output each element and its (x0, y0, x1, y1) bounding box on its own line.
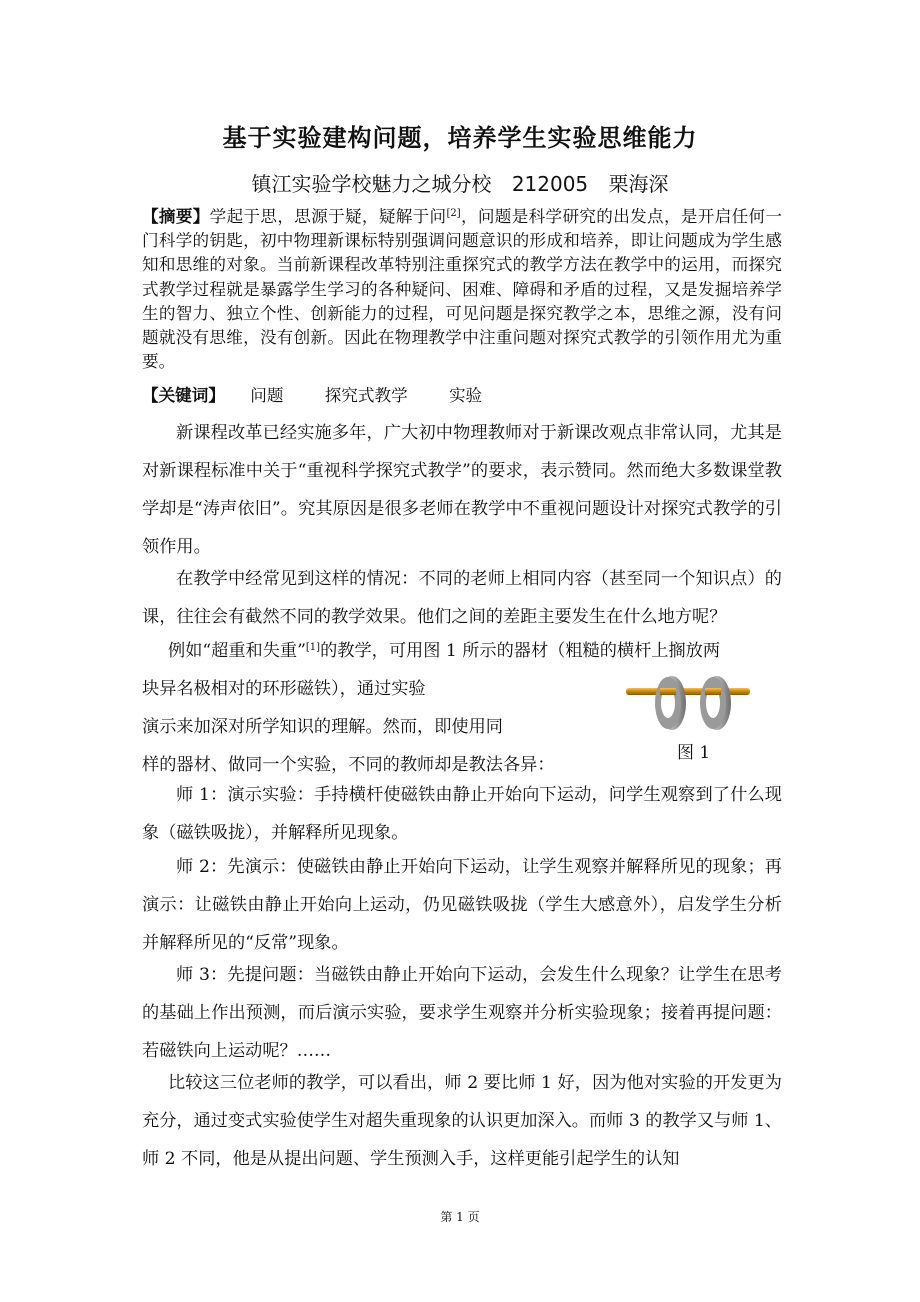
ring-magnet-left (655, 676, 686, 730)
example-line-4: 样的器材、做同一个实验，不同的教师却是教法各异： (142, 755, 555, 775)
abstract (142, 205, 782, 374)
rod-through-right (705, 688, 721, 695)
comparison-paragraph: 比较这三位老师的教学，可以看出，师 2 要比师 1 好，因为他对实验的开发更为充分，通过变式实验使学生对超失重现象的认识更加深入。而师 3 的教学又与师 1、师 2 不同，他是从提出问题、学生预测入手，这样更能引起学生的认知 (142, 1073, 782, 1169)
keywords-label: 【关键词】 (142, 386, 225, 405)
teacher-3-paragraph: 师 3：先提问题：当磁铁由静止开始向下运动，会发生什么现象？让学生在思考的基础上作出预测，而后演示实验，要求学生观察并分析实验现象；接着再提问题：若磁铁向上运动呢？…… (142, 965, 782, 1061)
paragraph-intro: 新课程改革已经实施多年，广大初中物理教师对于新课改观点非常认同，尤其是对新课程标准中关于“重视科学探究式教学”的要求，表示赞同。然而绝大多数课堂教学却是“涛声依旧”。究其原因是很多老师在教学中不重视问题设计对探究式教学的引领作用。 (142, 423, 782, 557)
figure-caption: 图 1 (677, 743, 711, 763)
author-line (0, 168, 920, 197)
keywords (142, 382, 518, 406)
page-number: 第 1 页 (440, 1210, 480, 1224)
author-school: 镇江实验学校魅力之城分校 (251, 172, 492, 196)
ring-magnet-right (700, 676, 731, 730)
author-postcode: 212005 (511, 172, 589, 196)
keyword-item: 探究式教学 (324, 386, 408, 405)
abstract-reference: [2] (446, 208, 461, 219)
keyword-item: 实验 (448, 386, 483, 405)
keyword-item: 问题 (250, 386, 284, 405)
teacher-2-paragraph: 师 2：先演示：使磁铁由静止开始向下运动，让学生观察并解释所见的现象；再演示：让磁铁由静止开始向上运动，仍见磁铁吸拢（学生大感意外），启发学生分析并解释所见的“反常”现象。 (142, 857, 782, 953)
abstract-text-start: 学起于思，思源于疑，疑解于问 (209, 207, 447, 226)
teacher-1-paragraph: 师 1：演示实验：手持横杆使磁铁由静止开始向下运动，问学生观察到了什么现象（磁铁吸拢），并解释所见现象。 (142, 785, 782, 843)
abstract-label: 【摘要】 (142, 207, 210, 226)
example-reference: [1] (305, 642, 321, 653)
rod (626, 688, 750, 695)
document-title: 基于实验建构问题，培养学生实验思维能力 (222, 124, 698, 152)
abstract-text: ，问题是科学研究的出发点，是开启任何一门科学的钥匙，初中物理新课标特别强调问题意识的形成和培养，即让问题成为学生感知和思维的对象。当前新课程改革特别注重探究式的教学方法在教学中的运用，而探究式教学过程就是暴露学生学习的各种疑问、困难、障碍和矛盾的过程，又是发掘培养学生的智力、独立个性、创新能力的过程，可见问题是探究教学之本，思维之源，没有问题就没有思维，没有创新。因此在物理教学中注重问题对探究式教学的引领作用尤为重要。 (142, 207, 783, 372)
author-name: 栗海深 (608, 172, 669, 196)
example-line-3: 演示来加深对所学知识的理解。然而，即使用同 (142, 717, 503, 737)
rod-through-left (660, 688, 676, 695)
example-text-cont: 的教学，可用图 1 所示的器材（粗糙的横杆上搁放两 (320, 641, 721, 661)
magnet-rod-diagram (620, 672, 760, 742)
example-line-2: 块异名极相对的环形磁铁），通过实验 (142, 679, 426, 699)
paragraph-situation: 在教学中经常见到这样的情况：不同的老师上相同内容（甚至同一个知识点）的课，往往会有截然不同的教学效果。他们之间的差距主要发生在什么地方呢？ (142, 569, 782, 627)
example-text-start: 例如“超重和失重” (168, 641, 306, 661)
